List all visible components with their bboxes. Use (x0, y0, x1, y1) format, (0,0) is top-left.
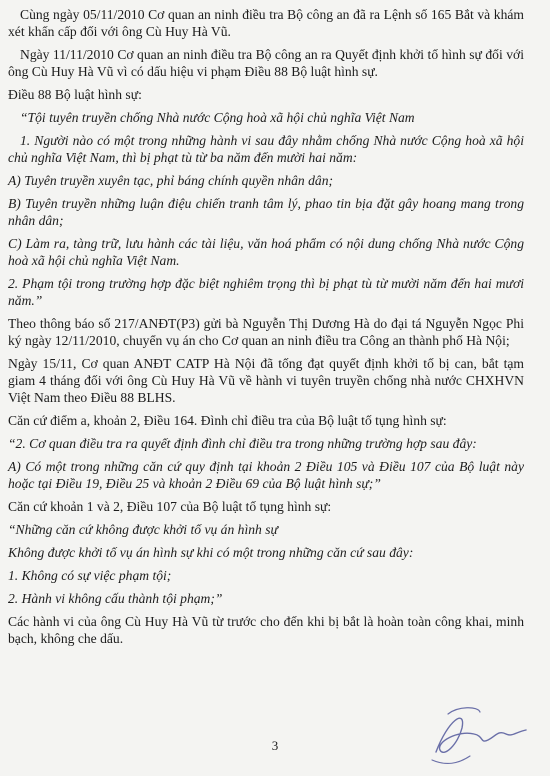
paragraph-article-88-heading: Điều 88 Bộ luật hình sự: (8, 87, 142, 102)
quote-article-107-intro: Không được khởi tố vụ án hình sự khi có một trong những căn cứ sau đây: (8, 545, 414, 560)
quote-article-88-point-a: A) Tuyên truyền xuyên tạc, phỉ báng chính quyền nhân dân; (8, 173, 334, 188)
paragraph-conclusion: Các hành vi của ông Cù Huy Hà Vũ từ trước cho đến khi bị bắt là hoàn toàn công khai, minh bạch, không che dấu. (8, 614, 524, 646)
paragraph-article-107-heading: Căn cứ khoản 1 và 2, Điều 107 của Bộ luật tố tụng hình sự: (8, 499, 332, 514)
quote-article-107-point-1: 1. Không có sự việc phạm tội; (8, 568, 172, 583)
paragraph-notice-217: Theo thông báo số 217/ANĐT(P3) gửi bà Nguyễn Thị Dương Hà do đại tá Nguyễn Ngọc Phi ký ngày 12/11/2010, chuyển vụ án cho Cơ quan an ninh điều tra Công an thành phố Hà Nội; (8, 316, 524, 348)
paragraph-arrest-order: Cùng ngày 05/11/2010 Cơ quan an ninh điều tra Bộ công an đã ra Lệnh số 165 Bắt và khám xét khẩn cấp đối với ông Cù Huy Hà Vũ. (8, 7, 524, 39)
quote-article-107-title: “Những căn cứ không được khởi tố vụ án hình sự (8, 522, 278, 537)
paragraph-article-164-heading: Căn cứ điểm a, khoản 2, Điều 164. Đình chỉ điều tra của Bộ luật tố tụng hình sự: (8, 413, 447, 428)
page-number: 3 (271, 738, 279, 753)
quote-article-88-title: “Tội tuyên truyền chống Nhà nước Cộng hoà xã hội chủ nghĩa Việt Nam (20, 110, 415, 125)
quote-article-88-point-c: C) Làm ra, tàng trữ, lưu hành các tài liệu, văn hoá phẩm có nội dung chống Nhà nước Cộng hoà xã hội chủ nghĩa Việt Nam. (8, 236, 524, 268)
handwritten-signature (418, 700, 538, 770)
quote-article-88-clause-1: 1. Người nào có một trong những hành vi sau đây nhằm chống Nhà nước Cộng hoà xã hội chủ nghĩa Việt Nam, thì bị phạt tù từ ba năm đến mười hai năm: (8, 133, 524, 165)
quote-article-88-clause-2: 2. Phạm tội trong trường hợp đặc biệt nghiêm trọng thì bị phạt tù từ mười năm đến hai mươi năm.” (8, 276, 524, 308)
paragraph-prosecution-decision: Ngày 11/11/2010 Cơ quan an ninh điều tra Bộ công an ra Quyết định khởi tố hình sự đối với ông Cù Huy Hà Vũ vì có dấu hiệu vi phạm Điều 88 Bộ luật hình sự. (8, 47, 524, 79)
quote-article-164-clause-2: “2. Cơ quan điều tra ra quyết định đình chỉ điều tra trong những trường hợp sau đây: (8, 436, 477, 451)
quote-article-164-point-a: A) Có một trong những căn cứ quy định tại khoản 2 Điều 105 và Điều 107 của Bộ luật này hoặc tại Điều 19, Điều 25 và khoản 2 Điều 69 của Bộ luật hình sự;” (8, 459, 524, 491)
quote-article-88-point-b: B) Tuyên truyền những luận điệu chiến tranh tâm lý, phao tin bịa đặt gây hoang mang trong nhân dân; (8, 196, 524, 228)
paragraph-detention: Ngày 15/11, Cơ quan ANĐT CATP Hà Nội đã tống đạt quyết định khởi tố bị can, bắt tạm giam 4 tháng đối với ông Cù Huy Hà Vũ về hành vi tuyên truyền chống nhà nước CHXHVN Việt Nam theo Điều 88 BLHS. (8, 356, 524, 405)
quote-article-107-point-2: 2. Hành vi không cấu thành tội phạm;” (8, 591, 223, 606)
